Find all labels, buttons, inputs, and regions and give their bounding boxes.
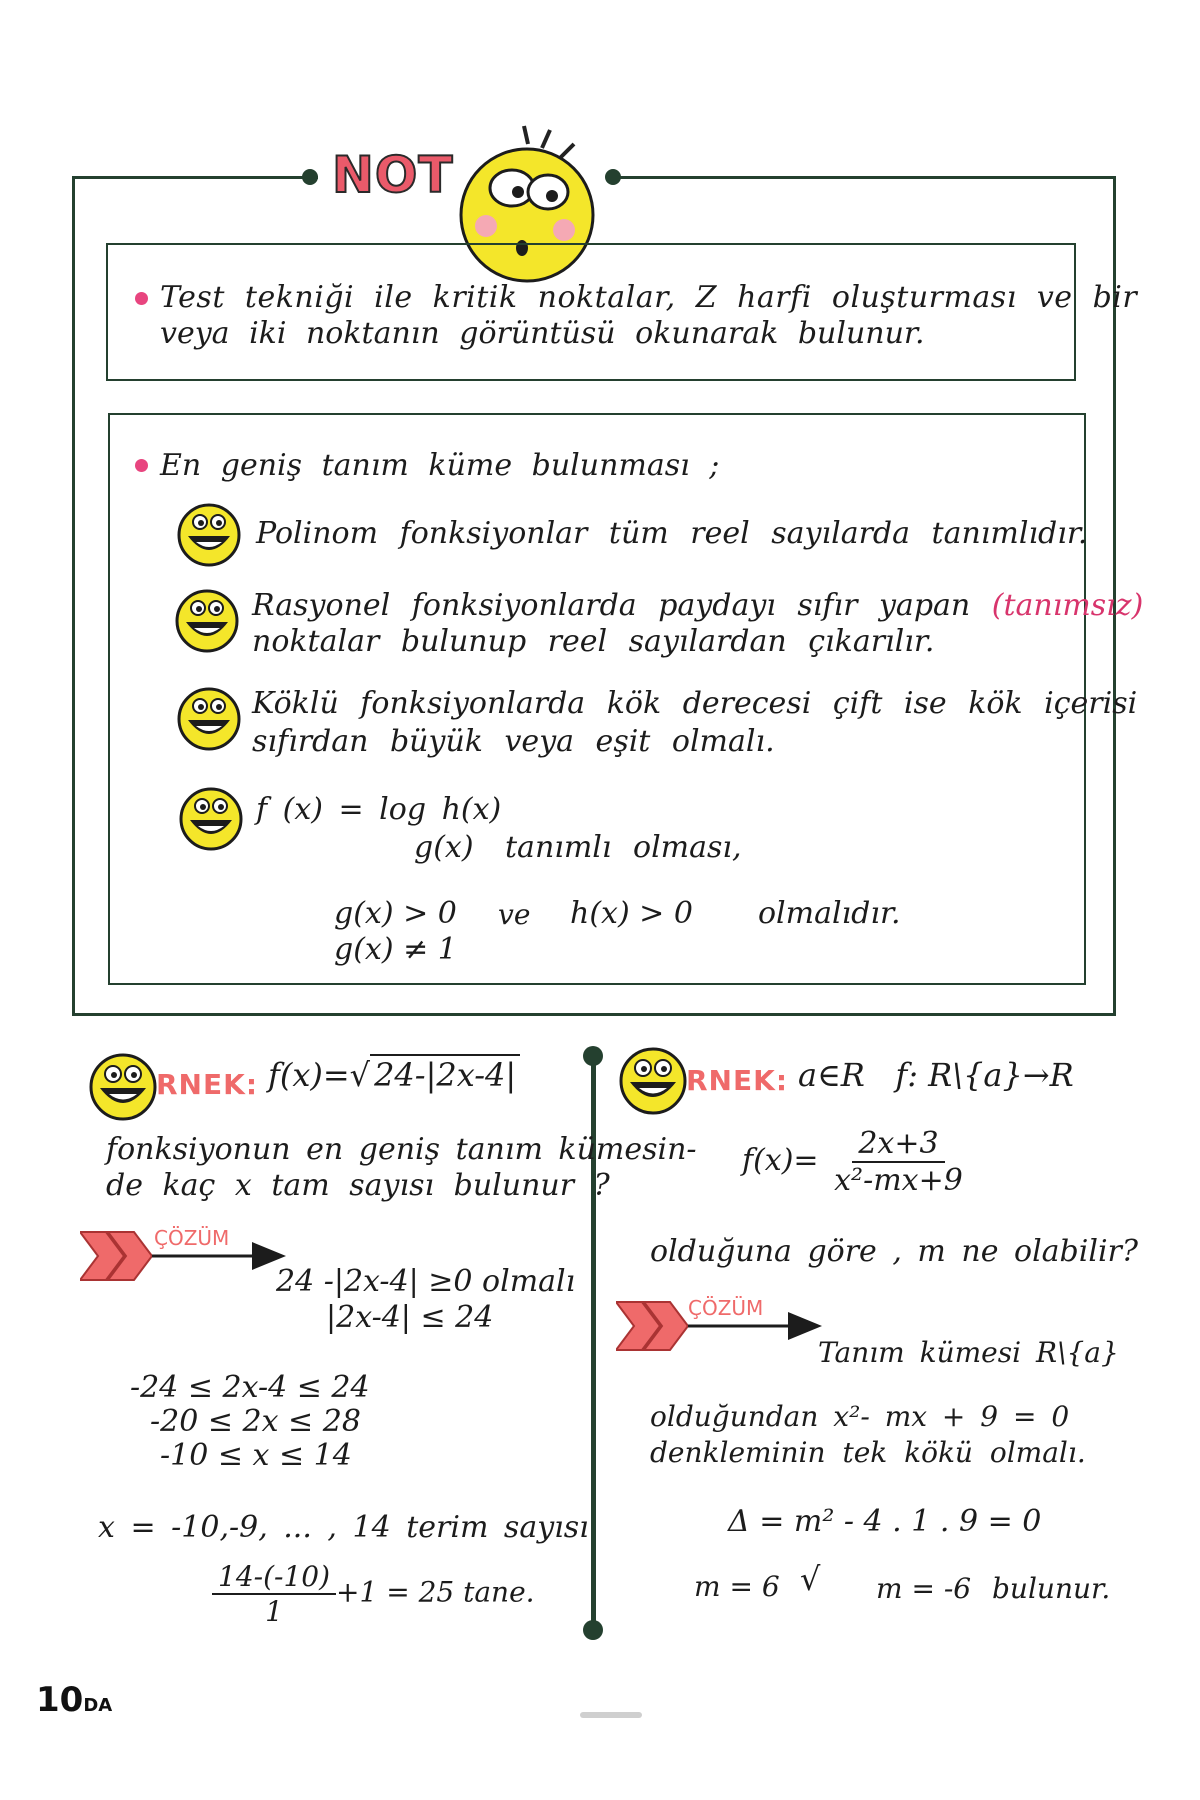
example1-function: [268, 1056, 520, 1094]
example1-step6: x = -10,-9, ... , 14 terim sayısı: [98, 1510, 589, 1545]
example1-radicand: 24-|2x-4|: [370, 1054, 520, 1094]
example1-step1: 24 -|2x-4| ≥0 olmalı: [276, 1264, 576, 1299]
example1-question-line2: de kaç x tam sayısı bulunur ?: [106, 1168, 610, 1203]
example2-step4: Δ = m² - 4 . 1 . 9 = 0: [728, 1504, 1042, 1539]
example2-check: √: [800, 1560, 821, 1598]
example1-result: [212, 1560, 535, 1628]
note1-line1: Test tekniği ile kritik noktalar, Z harfi oluşturması ve bir: [160, 280, 1138, 315]
sqrt-sign: √: [349, 1056, 371, 1094]
line-dot-left: [302, 169, 318, 185]
example2-premise: a∈R f: R\{a}→R: [798, 1056, 1074, 1094]
divider-dot-bottom: [583, 1620, 603, 1640]
smiley-icon-4: [178, 786, 244, 852]
log-base: g(x): [414, 830, 474, 865]
item2-text: Rasyonel fonksiyonlarda paydayı sıfır yapan: [252, 588, 971, 623]
example1-func-prefix: f(x)=: [268, 1056, 350, 1094]
smiley-icon-1: [176, 502, 242, 568]
example1-step5: -10 ≤ x ≤ 14: [160, 1438, 352, 1473]
note2-item3-line2: sıfırdan büyük veya eşit olmalı.: [252, 724, 775, 759]
example2-smiley-icon: [618, 1046, 688, 1116]
note2-item3-line1: Köklü fonksiyonlarda kök derecesi çift ise kök içerisi: [252, 686, 1138, 721]
example1-step4: -20 ≤ 2x ≤ 28: [150, 1404, 361, 1439]
example1-fraction: [212, 1560, 336, 1628]
bullet-2: [135, 459, 148, 472]
logo-text: DA: [83, 1695, 113, 1716]
condition-g-positive: g(x) > 0: [334, 896, 457, 931]
example1-smiley-icon: [88, 1052, 158, 1122]
note2-item2-line2: noktalar bulunup reel sayılardan çıkarılır.: [252, 624, 935, 659]
note2-item2-line1: [252, 588, 1143, 623]
example1-step2: |2x-4| ≤ 24: [326, 1300, 494, 1335]
note2-heading: En geniş tanım küme bulunması ;: [160, 448, 720, 483]
example2-step3: denkleminin tek kökü olmalı.: [650, 1436, 1086, 1469]
example1-frac-num: 14-(-10): [212, 1560, 336, 1595]
not-title: NOT: [332, 146, 454, 204]
example2-func-den: x²-mx+9: [834, 1163, 963, 1198]
example2-label: RNEK:: [686, 1064, 789, 1097]
condition-and: ve: [498, 898, 531, 931]
condition-h-positive: h(x) > 0: [570, 896, 693, 931]
example2-step5c: bulunur.: [992, 1572, 1111, 1605]
item2-paren: (tanımsız): [991, 588, 1144, 623]
example1-step3: -24 ≤ 2x-4 ≤ 24: [130, 1370, 370, 1405]
smiley-icon-3: [176, 686, 242, 752]
example2-step2: olduğundan x²- mx + 9 = 0: [650, 1400, 1070, 1433]
log-formula: f (x) = log h(x): [256, 792, 502, 827]
condition-end: olmalıdır.: [758, 896, 901, 931]
example1-label: RNEK:: [156, 1068, 259, 1101]
page-number-value: 10: [36, 1680, 84, 1720]
condition-g-not-one: g(x) ≠ 1: [334, 932, 457, 967]
example2-func-prefix: f(x)=: [742, 1143, 819, 1178]
example1-question-line1: fonksiyonun en geniş tanım kümesin-: [106, 1132, 697, 1167]
example2-function: [742, 1126, 969, 1198]
example2-question: olduğuna göre , m ne olabilir?: [650, 1234, 1138, 1269]
example2-fraction: [828, 1126, 969, 1198]
solution-label-2: ÇÖZÜM: [688, 1296, 764, 1320]
bullet-1: [135, 292, 148, 305]
example1-frac-den: 1: [265, 1595, 283, 1628]
solution-label-1: ÇÖZÜM: [154, 1226, 230, 1250]
divider-dot-top: [583, 1046, 603, 1066]
footer-mark: [580, 1712, 642, 1718]
smiley-icon-2: [174, 588, 240, 654]
example1-frac-rest: +1 = 25 tane.: [336, 1575, 535, 1609]
example2-step1: Tanım kümesi R\{a}: [818, 1336, 1119, 1369]
log-defined-text: tanımlı olması,: [505, 830, 742, 865]
note2-item1: Polinom fonksiyonlar tüm reel sayılarda tanımlıdır.: [256, 516, 1088, 551]
line-dot-right: [605, 169, 621, 185]
example2-step5a: m = 6: [694, 1570, 780, 1603]
page-number: [36, 1680, 112, 1720]
note1-line2: veya iki noktanın görüntüsü okunarak bulunur.: [160, 316, 925, 351]
example2-step5b: m = -6: [876, 1572, 972, 1605]
example2-func-num: 2x+3: [852, 1126, 944, 1163]
